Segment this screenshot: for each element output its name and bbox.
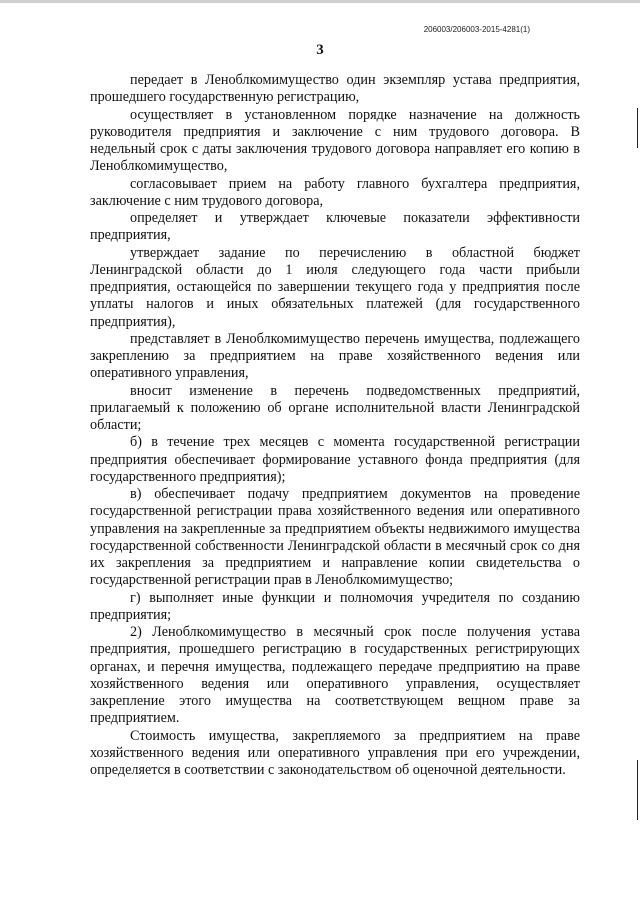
paragraph: в) обеспечивает подачу предприятием документов на проведение государственной регистрации права хозяйственного ведения или оперативного управления на закрепленные за предприятием объекты недвижимого имущества государственной собственности Ленинградской области в месячный срок со дня их закрепления за предприятием и направление копии свидетельства о государственной регистрации прав в Леноблкомимущество; [90, 486, 580, 589]
paragraph: б) в течение трех месяцев с момента государственной регистрации предприятия обеспечивает формирование уставного фонда предприятия (для государственного предприятия); [90, 434, 580, 485]
paragraph: г) выполняет иные функции и полномочия учредителя по созданию предприятия; [90, 589, 580, 623]
document-id: 206003/206003-2015-4281(1) [423, 25, 530, 34]
paragraph: осуществляет в установленном порядке назначение на должность руководителя предприятия и заключение с ним трудового договора. В недельный срок с даты заключения трудового договора направляет его копию в Леноблкомимущество, [90, 106, 580, 175]
paragraph: Стоимость имущества, закрепляемого за предприятием на праве хозяйственного ведения или оперативного управления при его учреждении, определяется в соответствии с законодательством об оценочной деятельности. [90, 727, 580, 778]
paragraph: утверждает задание по перечислению в областной бюджет Ленинградской области до 1 июля следующего года части прибыли предприятия, остающейся по завершении текущего года у предприятия после уплаты налогов и иных обязательных платежей (для государственного предприятия), [90, 244, 580, 330]
paragraph: согласовывает прием на работу главного бухгалтера предприятия, заключение с ним трудового договора, [90, 175, 580, 209]
paragraph: передает в Леноблкомимущество один экземпляр устава предприятия, прошедшего государственную регистрацию, [90, 72, 580, 106]
page-number: 3 [316, 42, 324, 58]
paragraph: представляет в Леноблкомимущество перечень имущества, подлежащего закреплению за предприятием на праве хозяйственного ведения или оперативного управления, [90, 330, 580, 382]
paragraph: определяет и утверждает ключевые показатели эффективности предприятия, [90, 210, 580, 244]
document-body [90, 72, 580, 779]
paragraph: 2) Леноблкомимущество в месячный срок после получения устава предприятия, прошедшего регистрацию в государственных регистрирующих органах, и перечня имущества, подлежащего передаче предприятию на праве хозяйственного ведения или оперативного управления, осуществляет закрепление этого имущества на соответствующем вещном праве за предприятием. [90, 624, 580, 727]
scan-edge-mark [637, 760, 638, 820]
scan-top-border [0, 0, 640, 3]
scan-edge-mark [637, 108, 638, 148]
paragraph: вносит изменение в перечень подведомственных предприятий, прилагаемый к положению об органе исполнительной власти Ленинградской области; [90, 382, 580, 433]
